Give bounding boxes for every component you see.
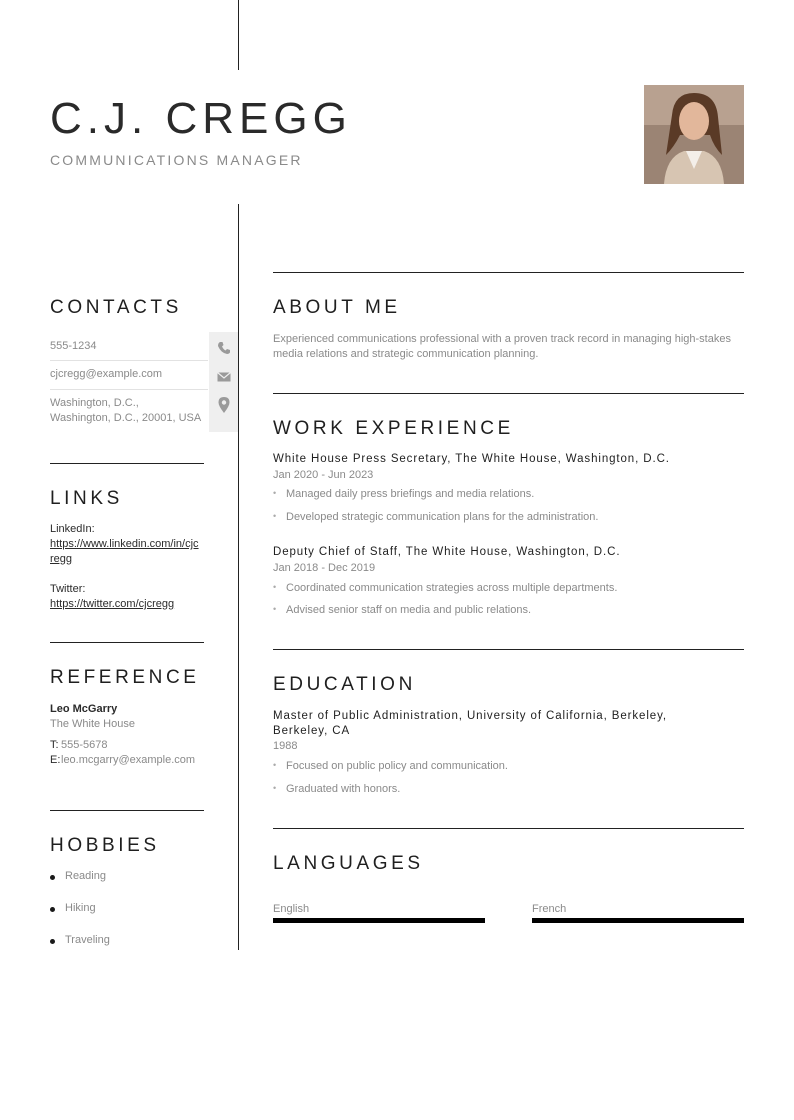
section-divider [50,463,204,464]
section-divider [273,828,744,829]
education-degree: Master of Public Administration, University of California, Berkeley, Berkeley, CA [273,710,667,737]
link-label: LinkedIn: [50,523,95,535]
hobbies-heading: HOBBIES [50,835,160,856]
section-divider [273,649,744,650]
reference-email-row [50,753,205,768]
job-2-bullet: • Advised senior staff on media and public relations. [273,604,744,616]
link-twitter [50,582,200,612]
job-1-dates: Jan 2020 - Jun 2023 [273,469,374,481]
address-line-1: Washington, D.C., [50,397,139,409]
reference-phone-label: T: [50,739,59,751]
contact-divider [50,360,208,361]
job-2-dates: Jan 2018 - Dec 2019 [273,562,376,574]
section-divider [50,642,204,643]
language-level-bar [532,918,744,923]
twitter-url[interactable]: https://twitter.com/cjcregg [50,598,175,610]
languages-heading: LANGUAGES [273,853,424,874]
about-text: Experienced communications professional with a proven track record in managing high-stakes media relations and strategic communication planning. [273,333,731,360]
reference-heading: REFERENCE [50,667,200,688]
hobby-item: Hiking [50,902,96,914]
contact-icon-strip [209,332,238,432]
language-name: French [532,903,567,915]
profile-photo [644,85,744,184]
section-divider [50,810,204,811]
education-year: 1988 [273,740,298,752]
phone-icon [216,340,232,356]
about-heading: ABOUT ME [273,297,401,318]
linkedin-url[interactable]: https://www.linkedin.com/in/cjcregg [50,538,199,565]
link-label: Twitter: [50,583,86,595]
language-level-track [273,918,485,923]
language-name: English [273,903,310,915]
reference-name: Leo McGarry [50,703,118,715]
address-line-2: Washington, D.C., 20001, USA [50,412,202,424]
vertical-divider-top [238,0,239,70]
contact-email[interactable]: cjcregg@example.com [50,368,163,380]
hobby-item: Reading [50,870,106,882]
reference-block [50,702,205,768]
education-bullet: • Graduated with honors. [273,783,744,795]
reference-phone-row [50,738,205,753]
job-1-bullet: • Managed daily press briefings and media relations. [273,488,744,500]
job-2-bullet: • Coordinated communication strategies across multiple departments. [273,582,744,594]
education-heading: EDUCATION [273,674,416,695]
language-english [273,903,485,923]
job-title: COMMUNICATIONS MANAGER [50,152,303,168]
language-level-bar [273,918,485,923]
job-2-title: Deputy Chief of Staff, The White House, Washington, D.C. [273,546,621,558]
section-divider [273,393,744,394]
hobby-item: Traveling [50,934,110,946]
mail-icon [216,369,232,385]
reference-email-label: E: [50,754,61,766]
language-french [532,903,744,923]
vertical-divider [238,204,239,950]
contacts-heading: CONTACTS [50,297,182,318]
job-1-title: White House Press Secretary, The White House, Washington, D.C. [273,453,670,465]
reference-email[interactable]: leo.mcgarry@example.com [61,754,196,766]
candidate-name: C.J. CREGG [50,94,352,143]
reference-phone: 555-5678 [61,739,108,751]
contact-phone: 555-1234 [50,340,97,352]
section-divider [273,272,744,273]
reference-company: The White House [50,718,135,730]
contact-divider [50,389,208,390]
education-bullet: • Focused on public policy and communication. [273,760,744,772]
language-level-track [532,918,744,923]
links-heading: LINKS [50,488,123,509]
link-linkedin [50,522,200,567]
location-pin-icon [216,396,232,414]
experience-heading: WORK EXPERIENCE [273,418,514,439]
job-1-bullet: • Developed strategic communication plans for the administration. [273,511,744,523]
